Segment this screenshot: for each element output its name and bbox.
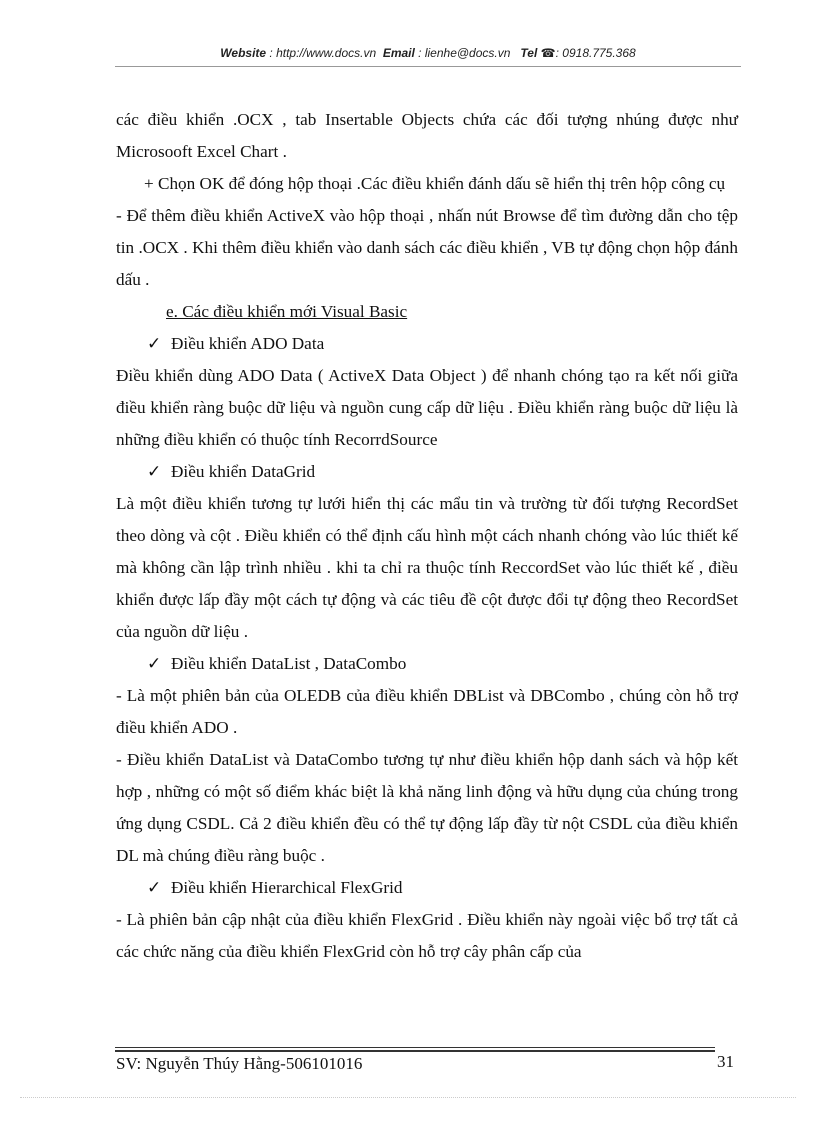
checkmark-icon: ✓ [147, 462, 162, 481]
checklist-item-datagrid [116, 456, 738, 488]
checklist-item-label: Điều khiển ADO Data [171, 334, 325, 353]
footer-author: SV: Nguyễn Thúy Hằng-506101016 [116, 1054, 363, 1073]
page-number: 31 [717, 1052, 734, 1071]
checkmark-icon: ✓ [147, 334, 162, 353]
paragraph-1: các điều khiển .OCX , tab Insertable Objects chứa các đối tượng nhúng được như Microsooft Excel Chart . [116, 110, 738, 161]
paragraph-3: - Để thêm điều khiển ActiveX vào hộp thoại , nhấn nút Browse để tìm đường dẫn cho tệp tin .OCX . Khi thêm điều khiển vào danh sách các điều khiển , VB tự động chọn hộp đánh dấu . [116, 206, 738, 289]
checklist-item-label: Điều khiển DataList , DataCombo [171, 654, 407, 673]
paragraph-4: Điều khiển dùng ADO Data ( ActiveX Data Object ) để nhanh chóng tạo ra kết nối giữa điều khiển ràng buộc dữ liệu và nguồn cung cấp dữ liệu . Điều khiển ràng buộc dữ liệu là những điều khiển có thuộc tính RecorrdSource [116, 366, 738, 449]
email-value: : lienhe@docs.vn [418, 46, 511, 60]
phone-icon: ☎ [540, 46, 556, 60]
section-heading: e. Các điều khiển mới Visual Basic [166, 302, 408, 321]
checklist-item-label: Điều khiển Hierarchical FlexGrid [171, 878, 403, 897]
page-header [115, 46, 741, 60]
paragraph-5: Là một điều khiển tương tự lưới hiển thị các mẩu tin và trường từ đối tượng RecordSet theo dòng và cột . Điều khiển có thể định cấu hình một cách nhanh chóng vào lúc thiết kế mà không cần lập trình nhiều . khi ta chỉ ra thuộc tính ReccordSet vào lúc thiết kế , điều khiển được lấp đầy một cách tự động và các tiêu đề cột được đổi tự động theo RecordSet của nguồn dữ liệu . [116, 494, 738, 641]
footer-divider-thick [115, 1050, 715, 1052]
checklist-item-datalist [116, 648, 738, 680]
paragraph-6: - Là một phiên bản của OLEDB của điều khiển DBList và DBCombo , chúng còn hỗ trợ điều khiển ADO . [116, 686, 738, 737]
email-label: Email [382, 46, 415, 60]
checklist-item-flexgrid [116, 872, 738, 904]
footer-divider-thin [115, 1047, 715, 1048]
website-label: Website [220, 46, 267, 60]
header-divider [115, 66, 741, 67]
page-bottom-dotted-border [20, 1097, 796, 1098]
tel-value: : 0918.775.368 [555, 46, 636, 60]
paragraph-7: - Điều khiển DataList và DataCombo tương tự như điều khiển hộp danh sách và hộp kết hợp , những có một số điểm khác biệt là khả năng linh động và hữu dụng của chúng trong ứng dụng CSDL. Cả 2 điều khiển đều có thể tự động lấp đầy từ nột CSDL của điều khiển DL mà chúng điều ràng buộc . [116, 750, 738, 865]
checklist-item-label: Điều khiển DataGrid [171, 462, 316, 481]
paragraph-8: - Là phiên bản cập nhật của điều khiển FlexGrid . Điều khiển này ngoài việc bổ trợ tất cả các chức năng của điều khiển FlexGrid còn hỗ trợ cây phân cấp của [116, 910, 738, 961]
checklist-item-ado-data [116, 328, 738, 360]
website-value: : http://www.docs.vn [269, 46, 377, 60]
checkmark-icon: ✓ [147, 654, 162, 673]
document-body [116, 104, 738, 968]
checkmark-icon: ✓ [147, 878, 162, 897]
tel-label: Tel [520, 46, 538, 60]
paragraph-2: + Chọn OK để đóng hộp thoại .Các điều khiển đánh dấu sẽ hiển thị trên hộp công cụ [144, 174, 726, 193]
